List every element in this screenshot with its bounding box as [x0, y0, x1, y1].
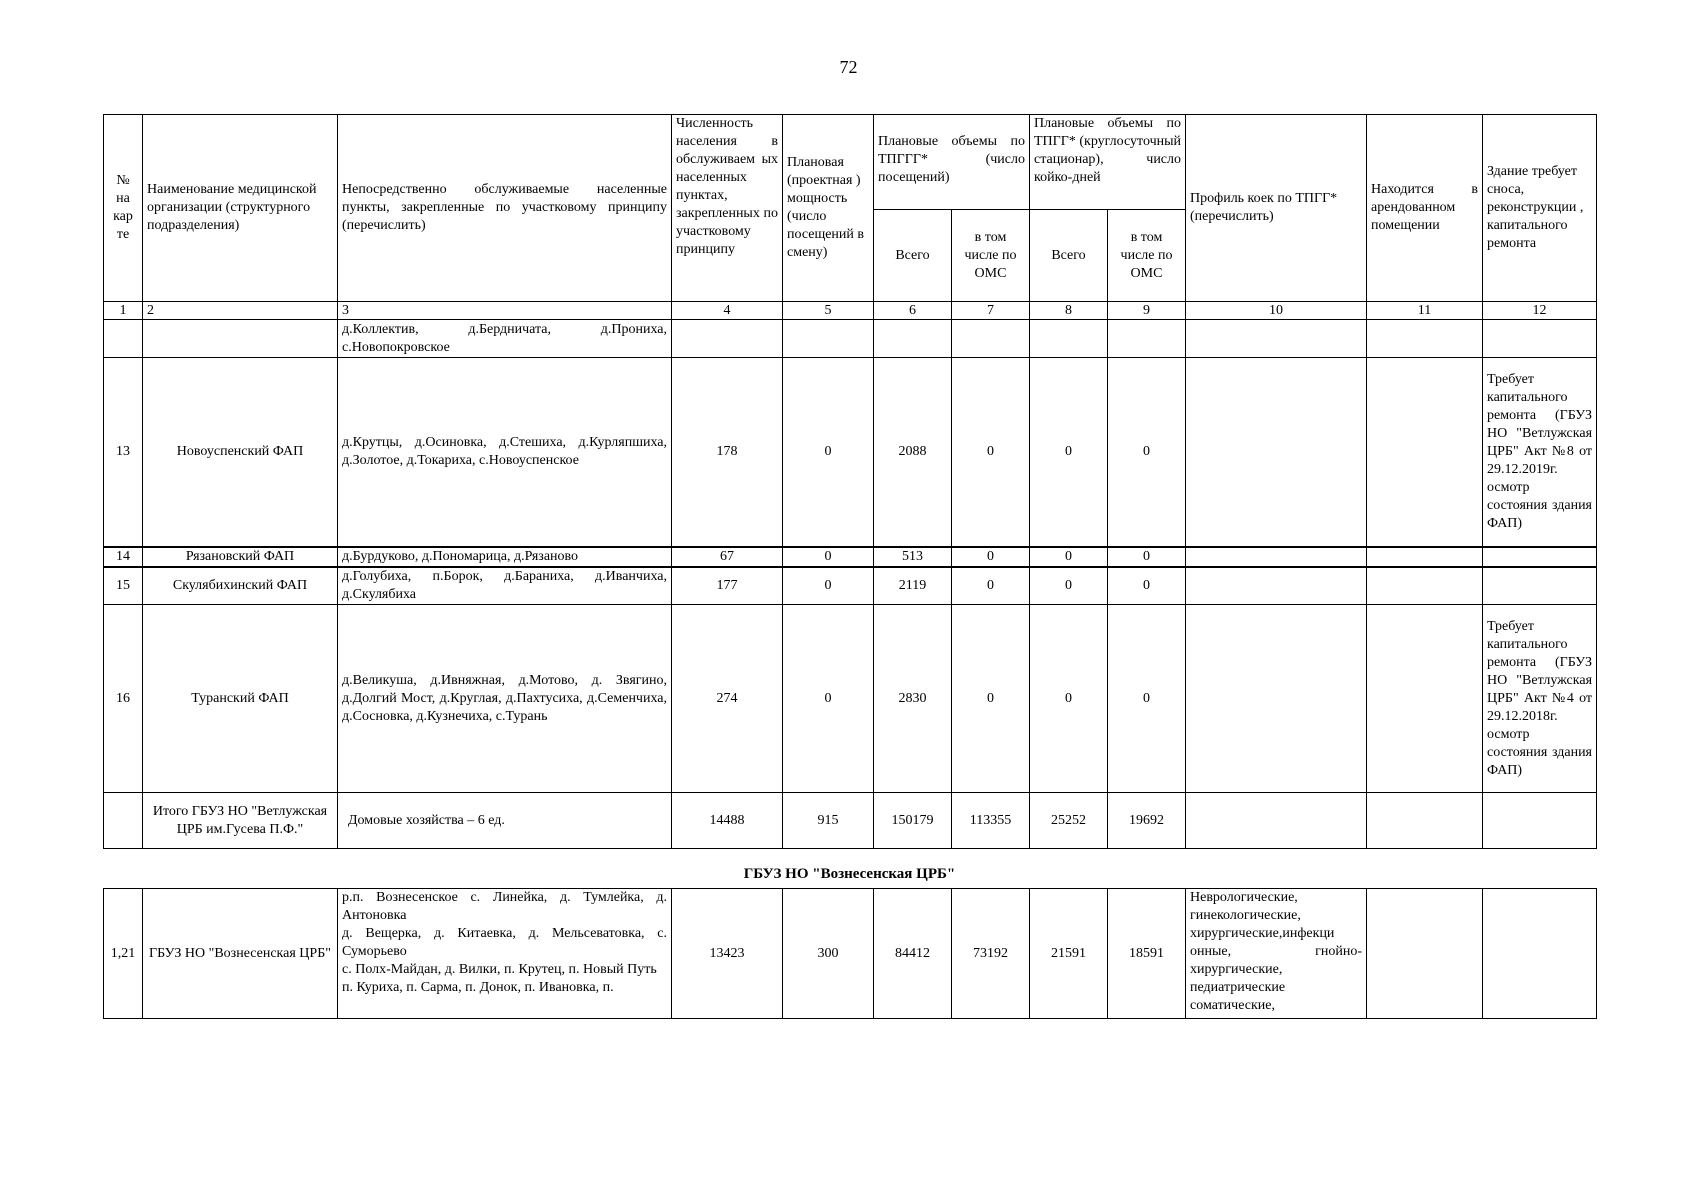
row-population: 274 [672, 605, 783, 793]
row-number: 13 [104, 358, 143, 547]
row-bed-profile [1186, 567, 1367, 605]
column-number: 9 [1108, 302, 1186, 320]
table-row [104, 567, 1597, 605]
settlement-line: п. Куриха, п. Сарма, п. Донок, п. Ивановка, п. [342, 980, 614, 995]
header-capacity: Плановая (проектная ) мощность (число посещений в смену) [783, 115, 874, 302]
column-number: 8 [1030, 302, 1108, 320]
row-visits-total: 2088 [874, 358, 952, 547]
row-capacity [783, 320, 874, 358]
column-number: 11 [1367, 302, 1483, 320]
row-visits-oms: 0 [952, 358, 1030, 547]
row-visits-oms: 0 [952, 547, 1030, 567]
row-capacity: 0 [783, 547, 874, 567]
column-number: 6 [874, 302, 952, 320]
row-settlements: д.Бурдуково, д.Пономарица, д.Рязаново [338, 547, 672, 567]
column-number: 2 [143, 302, 338, 320]
row-building [1483, 889, 1597, 1019]
row-capacity: 0 [783, 358, 874, 547]
main-table [103, 114, 1597, 849]
row-settlements: д.Крутцы, д.Осиновка, д.Стешиха, д.Курляпшиха, д.Золотое, д.Токариха, с.Новоуспенское [338, 358, 672, 547]
section-title: ГБУЗ НО "Вознесенская ЦРБ" [743, 866, 956, 882]
row-visits-total: 2119 [874, 567, 952, 605]
row-visits-oms [952, 320, 1030, 358]
row-rented [1367, 889, 1483, 1019]
row-capacity: 300 [783, 889, 874, 1019]
row-bed-profile [1186, 358, 1367, 547]
row-organization: Новоуспенский ФАП [143, 358, 338, 547]
table-row [104, 889, 1597, 1019]
row-building: Требует капитального ремонта (ГБУЗ НО "Ветлужская ЦРБ" Акт №4 от 29.12.2018г. осмотр состояния здания ФАП) [1483, 605, 1597, 793]
row-capacity: 0 [783, 567, 874, 605]
header-building: Здание требует сноса, реконструкции , капитального ремонта [1483, 115, 1597, 302]
row-population: 178 [672, 358, 783, 547]
row-beds-oms: 0 [1108, 358, 1186, 547]
row-beds-total: 0 [1030, 547, 1108, 567]
row-organization [143, 320, 338, 358]
total-population: 14488 [672, 793, 783, 849]
row-rented [1367, 358, 1483, 547]
row-beds-total [1030, 320, 1108, 358]
table-row [104, 547, 1597, 567]
row-building [1483, 567, 1597, 605]
row-visits-total: 2830 [874, 605, 952, 793]
total-visits: 150179 [874, 793, 952, 849]
page-number: 72 [839, 57, 858, 77]
settlement-line: р.п. Вознесенское с. Линейка, д. Тумлейка, д. Антоновка [342, 890, 667, 923]
total-capacity: 915 [783, 793, 874, 849]
row-beds-total: 21591 [1030, 889, 1108, 1019]
row-building [1483, 320, 1597, 358]
row-organization: Рязановский ФАП [143, 547, 338, 567]
header-visits-oms: в том числе по ОМС [952, 210, 1030, 302]
total-beds-oms: 19692 [1108, 793, 1186, 849]
column-number: 10 [1186, 302, 1367, 320]
column-number: 12 [1483, 302, 1597, 320]
column-number: 4 [672, 302, 783, 320]
header-organization: Наименование медицинской организации (структурного подразделения) [143, 115, 338, 302]
row-beds-total: 0 [1030, 605, 1108, 793]
row-population [672, 320, 783, 358]
row-beds-oms: 0 [1108, 605, 1186, 793]
row-settlements: д.Великуша, д.Ивняжная, д.Мотово, д. Звягино, д.Долгий Мост, д.Круглая, д.Пахтусиха, д.Семенчиха, д.Сосновка, д.Кузнечиха, с.Турань [338, 605, 672, 793]
settlement-line: д. Вещерка, д. Китаевка, д. Мельсеватовка, с. Суморьево [342, 926, 667, 959]
row-visits-oms: 0 [952, 567, 1030, 605]
row-visits-oms: 0 [952, 605, 1030, 793]
row-visits-total [874, 320, 952, 358]
column-number: 3 [338, 302, 672, 320]
row-bed-profile [1186, 320, 1367, 358]
header-beds-oms: в том числе по ОМС [1108, 210, 1186, 302]
row-beds-total: 0 [1030, 567, 1108, 605]
row-beds-oms: 18591 [1108, 889, 1186, 1019]
column-number: 1 [104, 302, 143, 320]
row-rented [1367, 320, 1483, 358]
table-row [104, 320, 1597, 358]
header-beds-total: Всего [1030, 210, 1108, 302]
row-beds-oms: 0 [1108, 567, 1186, 605]
settlement-line: с. Полх-Майдан, д. Вилки, п. Крутец, п. Новый Путь [342, 962, 657, 977]
row-population: 13423 [672, 889, 783, 1019]
row-capacity: 0 [783, 605, 874, 793]
section-table [103, 888, 1597, 1019]
header-beds-group: Плановые объемы по ТПГГ* (круглосуточный стационар), число койко-дней [1030, 115, 1186, 210]
total-row [104, 793, 1597, 849]
row-beds-oms [1108, 320, 1186, 358]
row-organization: Скулябихинский ФАП [143, 567, 338, 605]
header-visits-group: Плановые объемы по ТПГГГ* (число посещений) [874, 115, 1030, 210]
total-households: Домовые хозяйства – 6 ед. [338, 793, 672, 849]
row-rented [1367, 567, 1483, 605]
row-organization: Туранский ФАП [143, 605, 338, 793]
row-rented [1367, 547, 1483, 567]
row-settlements: д.Голубиха, п.Борок, д.Бараниха, д.Иванчиха, д.Скулябиха [338, 567, 672, 605]
header-rented: Находится в арендованном помещении [1367, 115, 1483, 302]
row-beds-oms: 0 [1108, 547, 1186, 567]
row-number [104, 793, 143, 849]
row-building: Требует капитального ремонта (ГБУЗ НО "Ветлужская ЦРБ" Акт №8 от 29.12.2019г. осмотр состояния здания ФАП) [1483, 358, 1597, 547]
row-building [1483, 793, 1597, 849]
row-population: 177 [672, 567, 783, 605]
header-visits-total: Всего [874, 210, 952, 302]
table-row [104, 605, 1597, 793]
row-number: 1,21 [104, 889, 143, 1019]
row-number: 14 [104, 547, 143, 567]
row-settlements [338, 889, 672, 1019]
header-settlements: Непосредственно обслуживаемые населенные пункты, закрепленные по участковому принципу (перечислить) [338, 115, 672, 302]
row-visits-total: 513 [874, 547, 952, 567]
row-number: 15 [104, 567, 143, 605]
column-number: 5 [783, 302, 874, 320]
row-rented [1367, 793, 1483, 849]
row-bed-profile [1186, 605, 1367, 793]
row-bed-profile: Неврологические, гинекологические, хирургические,инфекци онные, гнойно-хирургические, педиатрические соматические, [1186, 889, 1367, 1019]
row-population: 67 [672, 547, 783, 567]
row-organization: ГБУЗ НО "Вознесенская ЦРБ" [143, 889, 338, 1019]
row-building [1483, 547, 1597, 567]
header-population: Численность населения в обслуживаем ых населенных пунктах, закрепленных по участковому принципу [672, 115, 783, 302]
row-rented [1367, 605, 1483, 793]
total-organization: Итого ГБУЗ НО "Ветлужская ЦРБ им.Гусева П.Ф." [143, 793, 338, 849]
table-row [104, 358, 1597, 547]
total-visits-oms: 113355 [952, 793, 1030, 849]
row-bed-profile [1186, 547, 1367, 567]
row-visits-total: 84412 [874, 889, 952, 1019]
total-beds: 25252 [1030, 793, 1108, 849]
row-settlements: д.Коллектив, д.Бердничата, д.Прониха, с.Новопокровское [338, 320, 672, 358]
column-number-row [104, 302, 1597, 320]
column-number: 7 [952, 302, 1030, 320]
header-bed-profile: Профиль коек по ТПГГ* (перечислить) [1186, 115, 1367, 302]
row-number [104, 320, 143, 358]
row-visits-oms: 73192 [952, 889, 1030, 1019]
row-number: 16 [104, 605, 143, 793]
header-number: № на кар те [104, 115, 143, 302]
row-bed-profile [1186, 793, 1367, 849]
row-beds-total: 0 [1030, 358, 1108, 547]
